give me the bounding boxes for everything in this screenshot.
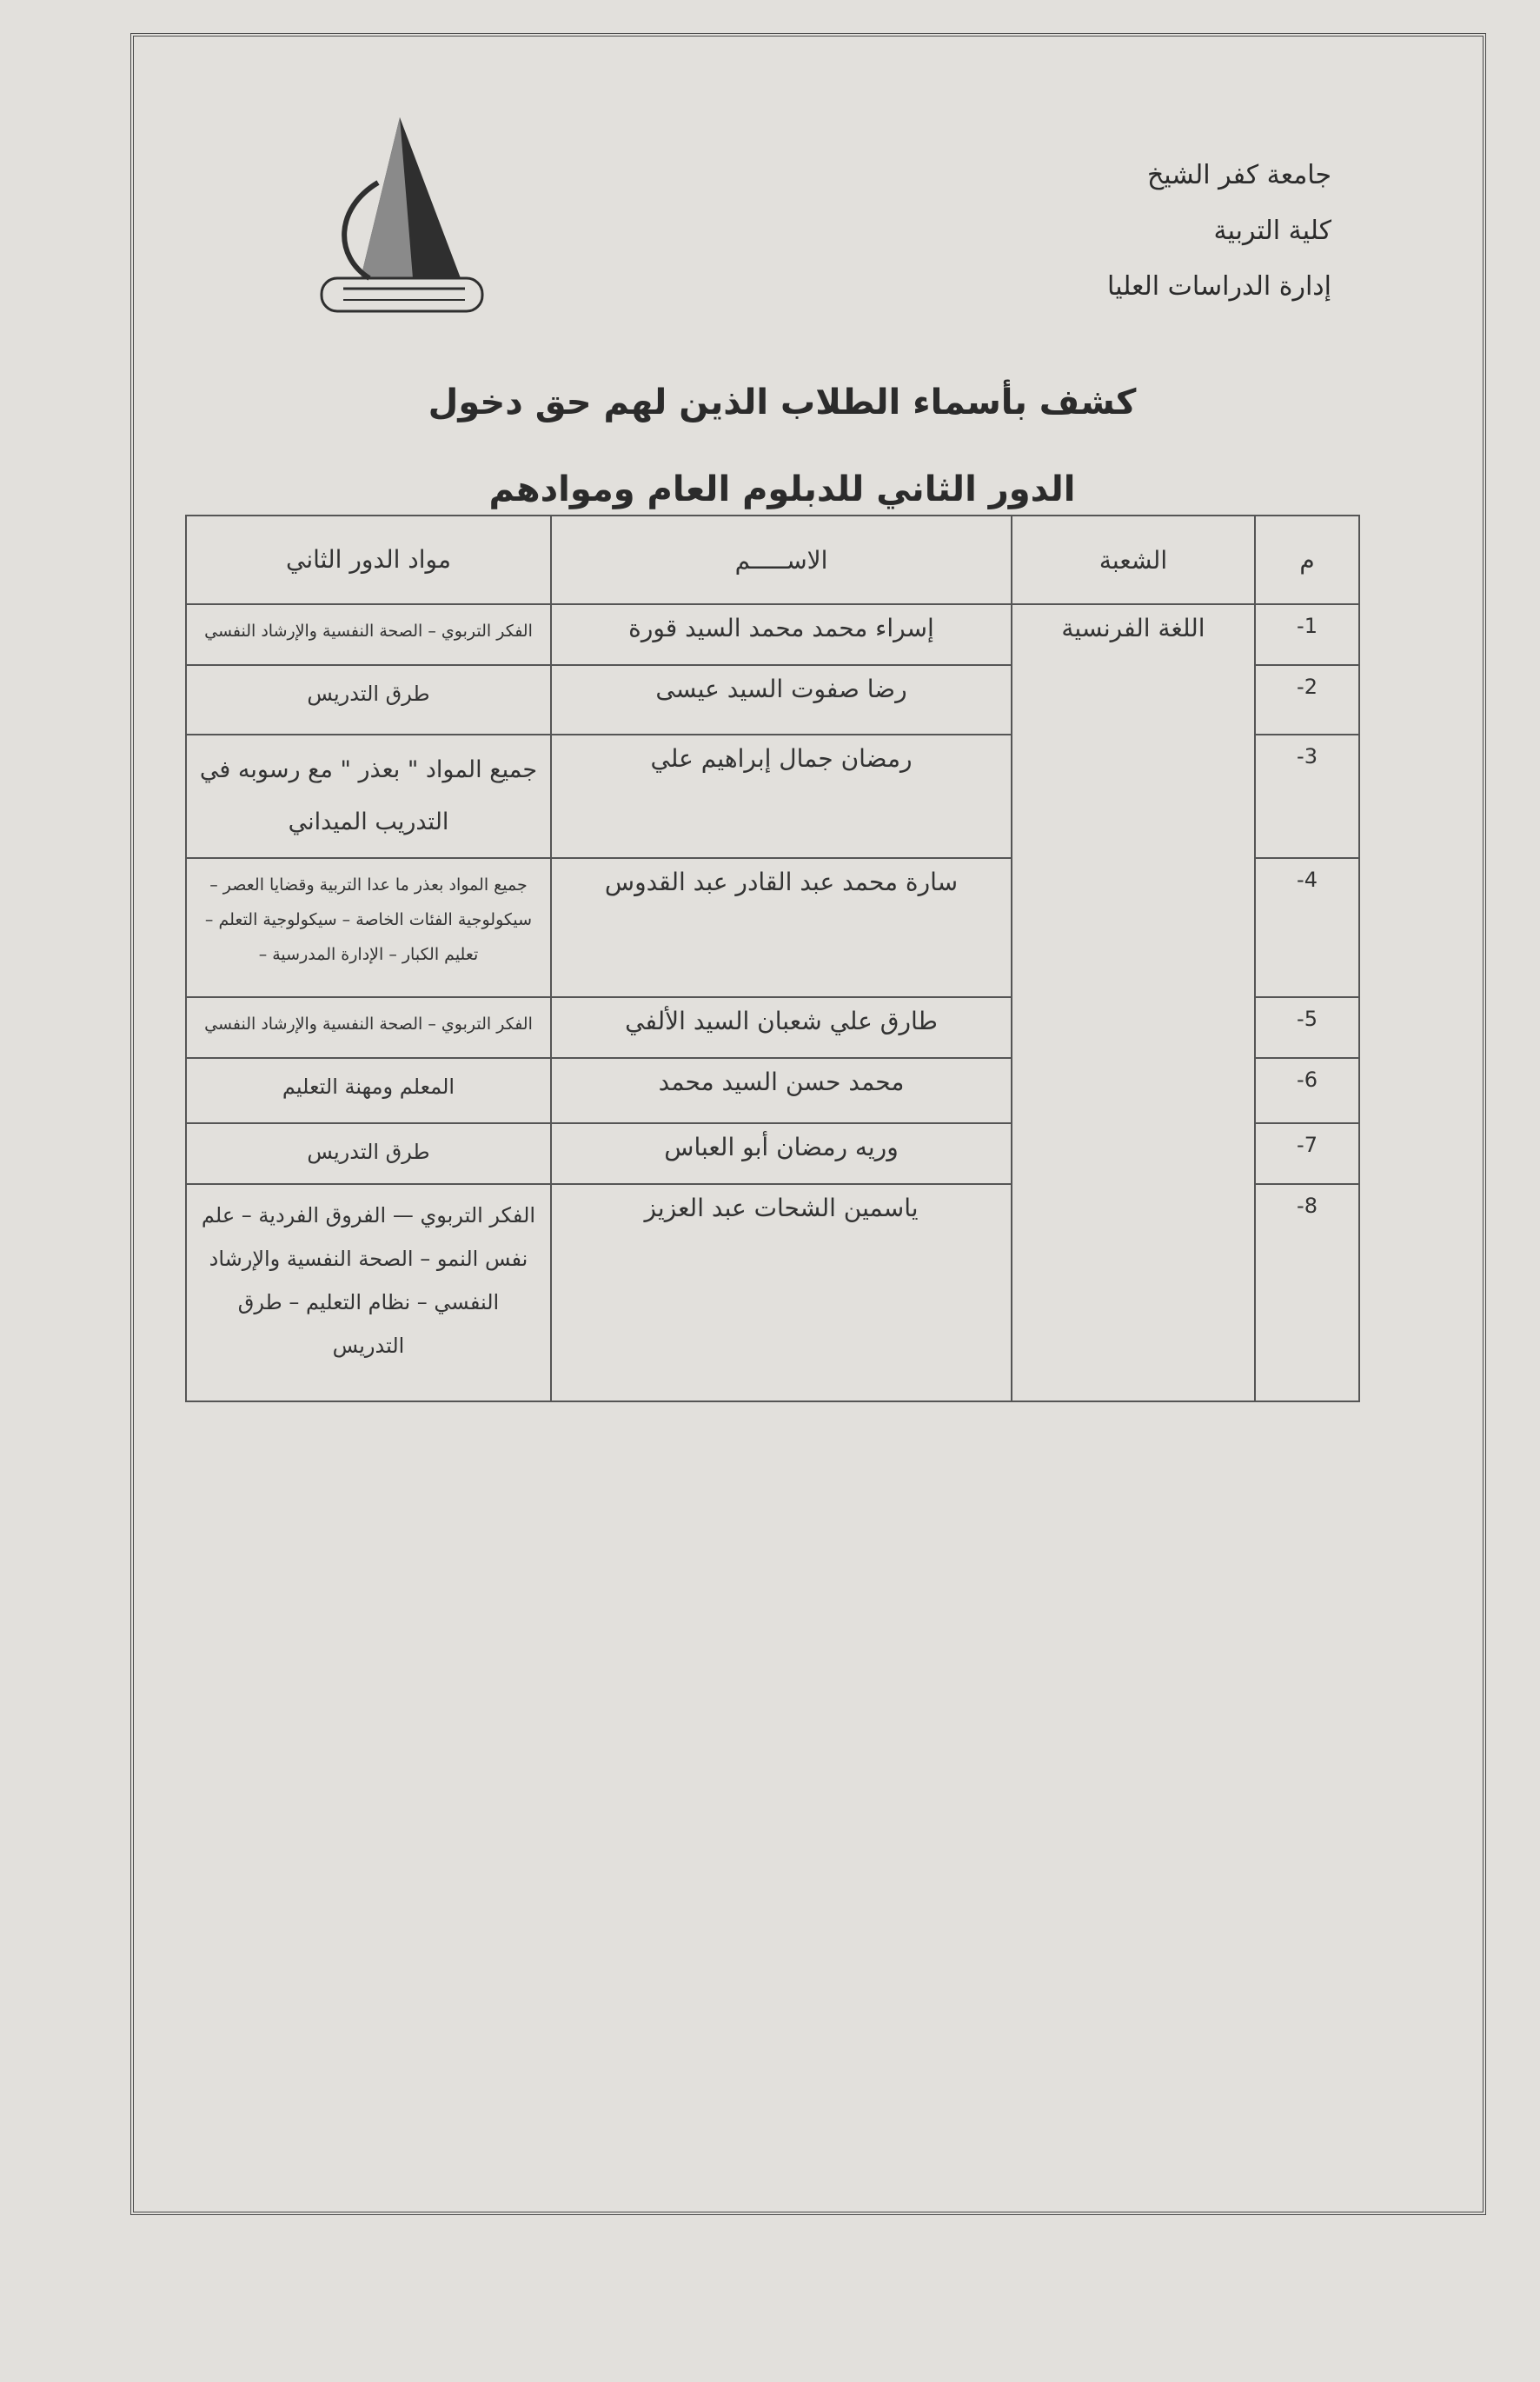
row-subjects: جميع المواد بعذر ما عدا التربية وقضايا العصر – سيكولوجية الفئات الخاصة – سيكولوجية التعلم – تعليم الكبار – الإدارة المدرسية – (186, 858, 551, 997)
document-subtitle: الدور الثاني للدبلوم العام وموادهم (488, 469, 1076, 509)
row-num: 3- (1255, 735, 1359, 858)
row-name: سارة محمد عبد القادر عبد القدوس (551, 858, 1012, 997)
row-name: إسراء محمد محمد السيد قورة (551, 604, 1012, 665)
faculty-logo (309, 104, 491, 322)
row-subjects: الفكر التربوي – الصحة النفسية والإرشاد النفسي (186, 997, 551, 1058)
row-num: 4- (1255, 858, 1359, 997)
row-num: 7- (1255, 1123, 1359, 1184)
header-num: م (1255, 516, 1359, 604)
row-name: رضا صفوت السيد عيسى (551, 665, 1012, 735)
row-subjects: المعلم ومهنة التعليم (186, 1058, 551, 1123)
row-num: 6- (1255, 1058, 1359, 1123)
row-name: وريه رمضان أبو العباس (551, 1123, 1012, 1184)
institution-header (966, 148, 1331, 315)
document-title: كشف بأسماء الطلاب الذين لهم حق دخول (428, 383, 1137, 423)
row-num: 5- (1255, 997, 1359, 1058)
row-subjects: طرق التدريس (186, 1123, 551, 1184)
header-division: الشعبة (1012, 516, 1255, 604)
row-name: طارق علي شعبان السيد الألفي (551, 997, 1012, 1058)
row-name: رمضان جمال إبراهيم علي (551, 735, 1012, 858)
university-name: جامعة كفر الشيخ (1146, 160, 1331, 190)
row-num: 1- (1255, 604, 1359, 665)
row-subjects: جميع المواد " بعذر " مع رسوبه في التدريب الميداني (186, 735, 551, 858)
header-subjects: مواد الدور الثاني (186, 516, 551, 604)
department-name: إدارة الدراسات العليا (1107, 271, 1331, 302)
row-subjects: طرق التدريس (186, 665, 551, 735)
row-num: 8- (1255, 1184, 1359, 1401)
table-header-row (186, 516, 1359, 604)
row-subjects: الفكر التربوي — الفروق الفردية – علم نفس النمو – الصحة النفسية والإرشاد النفسي – نظام التعليم – طرق التدريس (186, 1184, 551, 1401)
row-name: محمد حسن السيد محمد (551, 1058, 1012, 1123)
row-num: 2- (1255, 665, 1359, 735)
row-name: ياسمين الشحات عبد العزيز (551, 1184, 1012, 1401)
faculty-name: كلية التربية (1213, 216, 1331, 246)
division-cell: اللغة الفرنسية (1012, 604, 1255, 1401)
header-name: الاســـــم (551, 516, 1012, 604)
students-table (185, 515, 1360, 1402)
row-subjects: الفكر التربوي – الصحة النفسية والإرشاد النفسي (186, 604, 551, 665)
table-row (186, 604, 1359, 665)
